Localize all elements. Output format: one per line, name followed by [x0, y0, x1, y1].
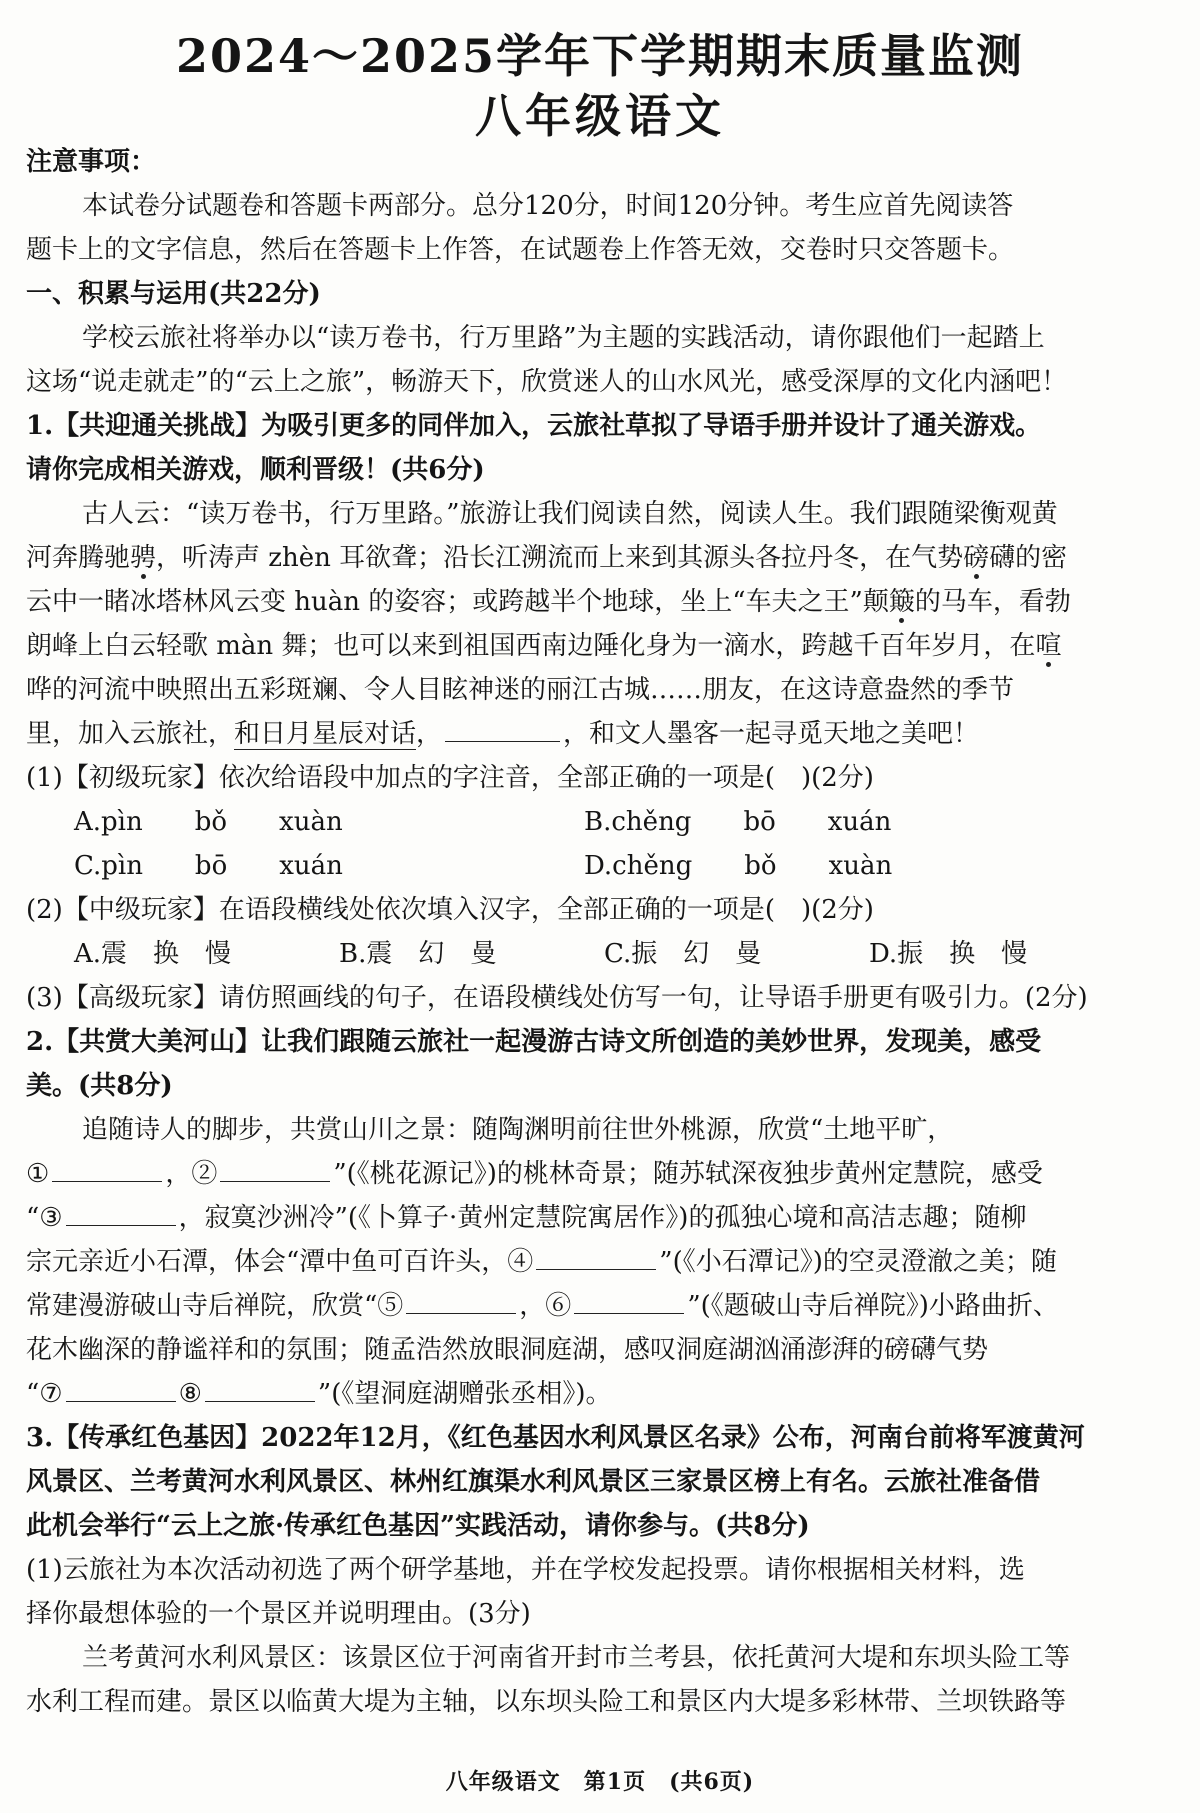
question-1-title: 请你完成相关游戏，顺利晋级！(共6分) — [26, 455, 485, 485]
exam-body — [26, 140, 1176, 1724]
answer-blank — [66, 1373, 176, 1402]
underlined-sentence: 和日月星辰对话 — [234, 719, 417, 749]
passage-line: 常建漫游破山寺后禅院，欣赏“⑤ ，⑥ ”(《题破山寺后禅院》)小路曲折、 — [26, 1284, 1176, 1328]
option-b: B.chěng bō xuán — [584, 807, 892, 837]
question-3-title: 此机会举行“云上之旅·传承红色基因”实践活动，请你参与。(共8分) — [26, 1511, 810, 1541]
answer-blank — [406, 1285, 516, 1314]
passage-line: 花木幽深的静谧祥和的氛围；随孟浩然放眼洞庭湖，感叹洞庭湖汹涌澎湃的磅礴气势 — [26, 1335, 989, 1365]
option-b: B.震 幻 曼 — [339, 939, 497, 969]
passage-line: 宗元亲近小石潭，体会“潭中鱼可百许头，④ ”(《小石潭记》)的空灵澄澈之美；随 — [26, 1240, 1176, 1284]
subject-title: 八年级语文 — [475, 89, 725, 143]
sub-question: (1)【初级玩家】依次给语段中加点的字注音，全部正确的一项是( )(2分) — [26, 763, 874, 793]
sub-question: (2)【中级玩家】在语段横线处依次填入汉字，全部正确的一项是( )(2分) — [26, 895, 874, 925]
question-1-title: 1.【共迎通关挑战】为吸引更多的同伴加入，云旅社草拟了导语手册并设计了通关游戏。 — [26, 411, 1042, 441]
dotted-char: 骋 — [130, 543, 157, 573]
dotted-char: 磅 — [963, 543, 990, 573]
option-row — [26, 800, 1176, 844]
exam-title: 2024～2025学年下学期期末质量监测 — [175, 29, 1025, 83]
notice-line: 本试卷分试题卷和答题卡两部分。总分120分，时间120分钟。考生应首先阅读答 — [82, 191, 1014, 221]
option-c: C.振 幻 曼 — [604, 939, 762, 969]
passage-line: 河奔腾驰骋，听涛声 zhèn 耳欲聋；沿长江溯流而上来到其源头各拉丹冬，在气势磅礴的密 — [26, 543, 1068, 573]
sub-question: (1)云旅社为本次活动初选了两个研学基地，并在学校发起投票。请你根据相关材料，选 — [26, 1555, 1025, 1585]
option-a: A.震 换 慢 — [74, 939, 232, 969]
page-footer: 八年级语文 第1页 (共6页) — [445, 1769, 755, 1795]
passage-line: 追随诗人的脚步，共赏山川之景：随陶渊明前往世外桃源，欣赏“土地平旷， — [82, 1115, 954, 1145]
option-a: A.pìn bǒ xuàn — [74, 807, 343, 837]
passage-line: 里，加入云旅社，和日月星辰对话， ，和文人墨客一起寻觅天地之美吧！ — [26, 712, 1176, 756]
passage-line: 朗峰上白云轻歌 màn 舞；也可以来到祖国西南边陲化身为一滴水，跨越千百年岁月，在喧 — [26, 631, 1062, 661]
question-3-title: 3.【传承红色基因】2022年12月，《红色基因水利风景区名录》公布，河南台前将军渡黄河 — [26, 1423, 1085, 1453]
passage-line: “③ ，寂寞沙洲冷”(《卜算子·黄州定慧院寓居作》)的孤独心境和高洁志趣；随柳 — [26, 1196, 1176, 1240]
answer-blank — [205, 1373, 315, 1402]
sub-question: 择你最想体验的一个景区并说明理由。(3分) — [26, 1599, 531, 1629]
option-d: D.chěng bǒ xuàn — [584, 851, 893, 881]
passage-line: ① ，② ”(《桃花源记》)的桃林奇景；随苏轼深夜独步黄州定慧院，感受 — [26, 1152, 1176, 1196]
notice-heading: 注意事项： — [26, 147, 157, 177]
passage-line: 哗的河流中映照出五彩斑斓、令人目眩神迷的丽江古城……朋友，在这诗意盎然的季节 — [26, 675, 1015, 705]
answer-blank — [445, 713, 560, 742]
passage-line: 云中一睹冰塔林风云变 huàn 的姿容；或跨越半个地球，坐上“车夫之王”颠簸的马车，看勃 — [26, 587, 1071, 617]
material-line: 水利工程而建。景区以临黄大堤为主轴，以东坝头险工和景区内大堤多彩林带、兰坝铁路等 — [26, 1687, 1067, 1717]
section-intro: 学校云旅社将举办以“读万卷书，行万里路”为主题的实践活动，请你跟他们一起踏上 — [82, 323, 1045, 353]
option-row — [26, 932, 1176, 976]
notice-line: 题卡上的文字信息，然后在答题卡上作答，在试题卷上作答无效，交卷时只交答题卡。 — [26, 235, 1015, 265]
question-3-title: 风景区、兰考黄河水利风景区、林州红旗渠水利风景区三家景区榜上有名。云旅社准备借 — [26, 1467, 1041, 1497]
passage-line: 古人云：“读万卷书，行万里路。”旅游让我们阅读自然，阅读人生。我们跟随梁衡观黄 — [82, 499, 1058, 529]
passage-line: “⑦ ⑧ ”(《望洞庭湖赠张丞相》)。 — [26, 1372, 1176, 1416]
answer-blank — [536, 1241, 656, 1270]
question-2-title: 2.【共赏大美河山】让我们跟随云旅社一起漫游古诗文所创造的美妙世界，发现美，感受 — [26, 1027, 1042, 1057]
option-d: D.振 换 慢 — [869, 939, 1028, 969]
sub-question: (3)【高级玩家】请仿照画线的句子，在语段横线处仿写一句，让导语手册更有吸引力。(2分) — [26, 983, 1088, 1013]
dotted-char: 喧 — [1035, 631, 1062, 661]
answer-blank — [52, 1153, 162, 1182]
answer-blank — [574, 1285, 684, 1314]
option-row — [26, 844, 1176, 888]
answer-blank — [220, 1153, 330, 1182]
answer-blank — [66, 1197, 176, 1226]
question-2-title: 美。(共8分) — [26, 1071, 173, 1101]
section-heading: 一、积累与运用(共22分) — [26, 279, 321, 309]
option-c: C.pìn bō xuán — [74, 851, 343, 881]
dotted-char: 簸 — [888, 587, 915, 617]
material-line: 兰考黄河水利风景区：该景区位于河南省开封市兰考县，依托黄河大堤和东坝头险工等 — [82, 1643, 1071, 1673]
section-intro: 这场“说走就走”的“云上之旅”，畅游天下，欣赏迷人的山水风光，感受深厚的文化内涵吧！ — [26, 367, 1068, 397]
